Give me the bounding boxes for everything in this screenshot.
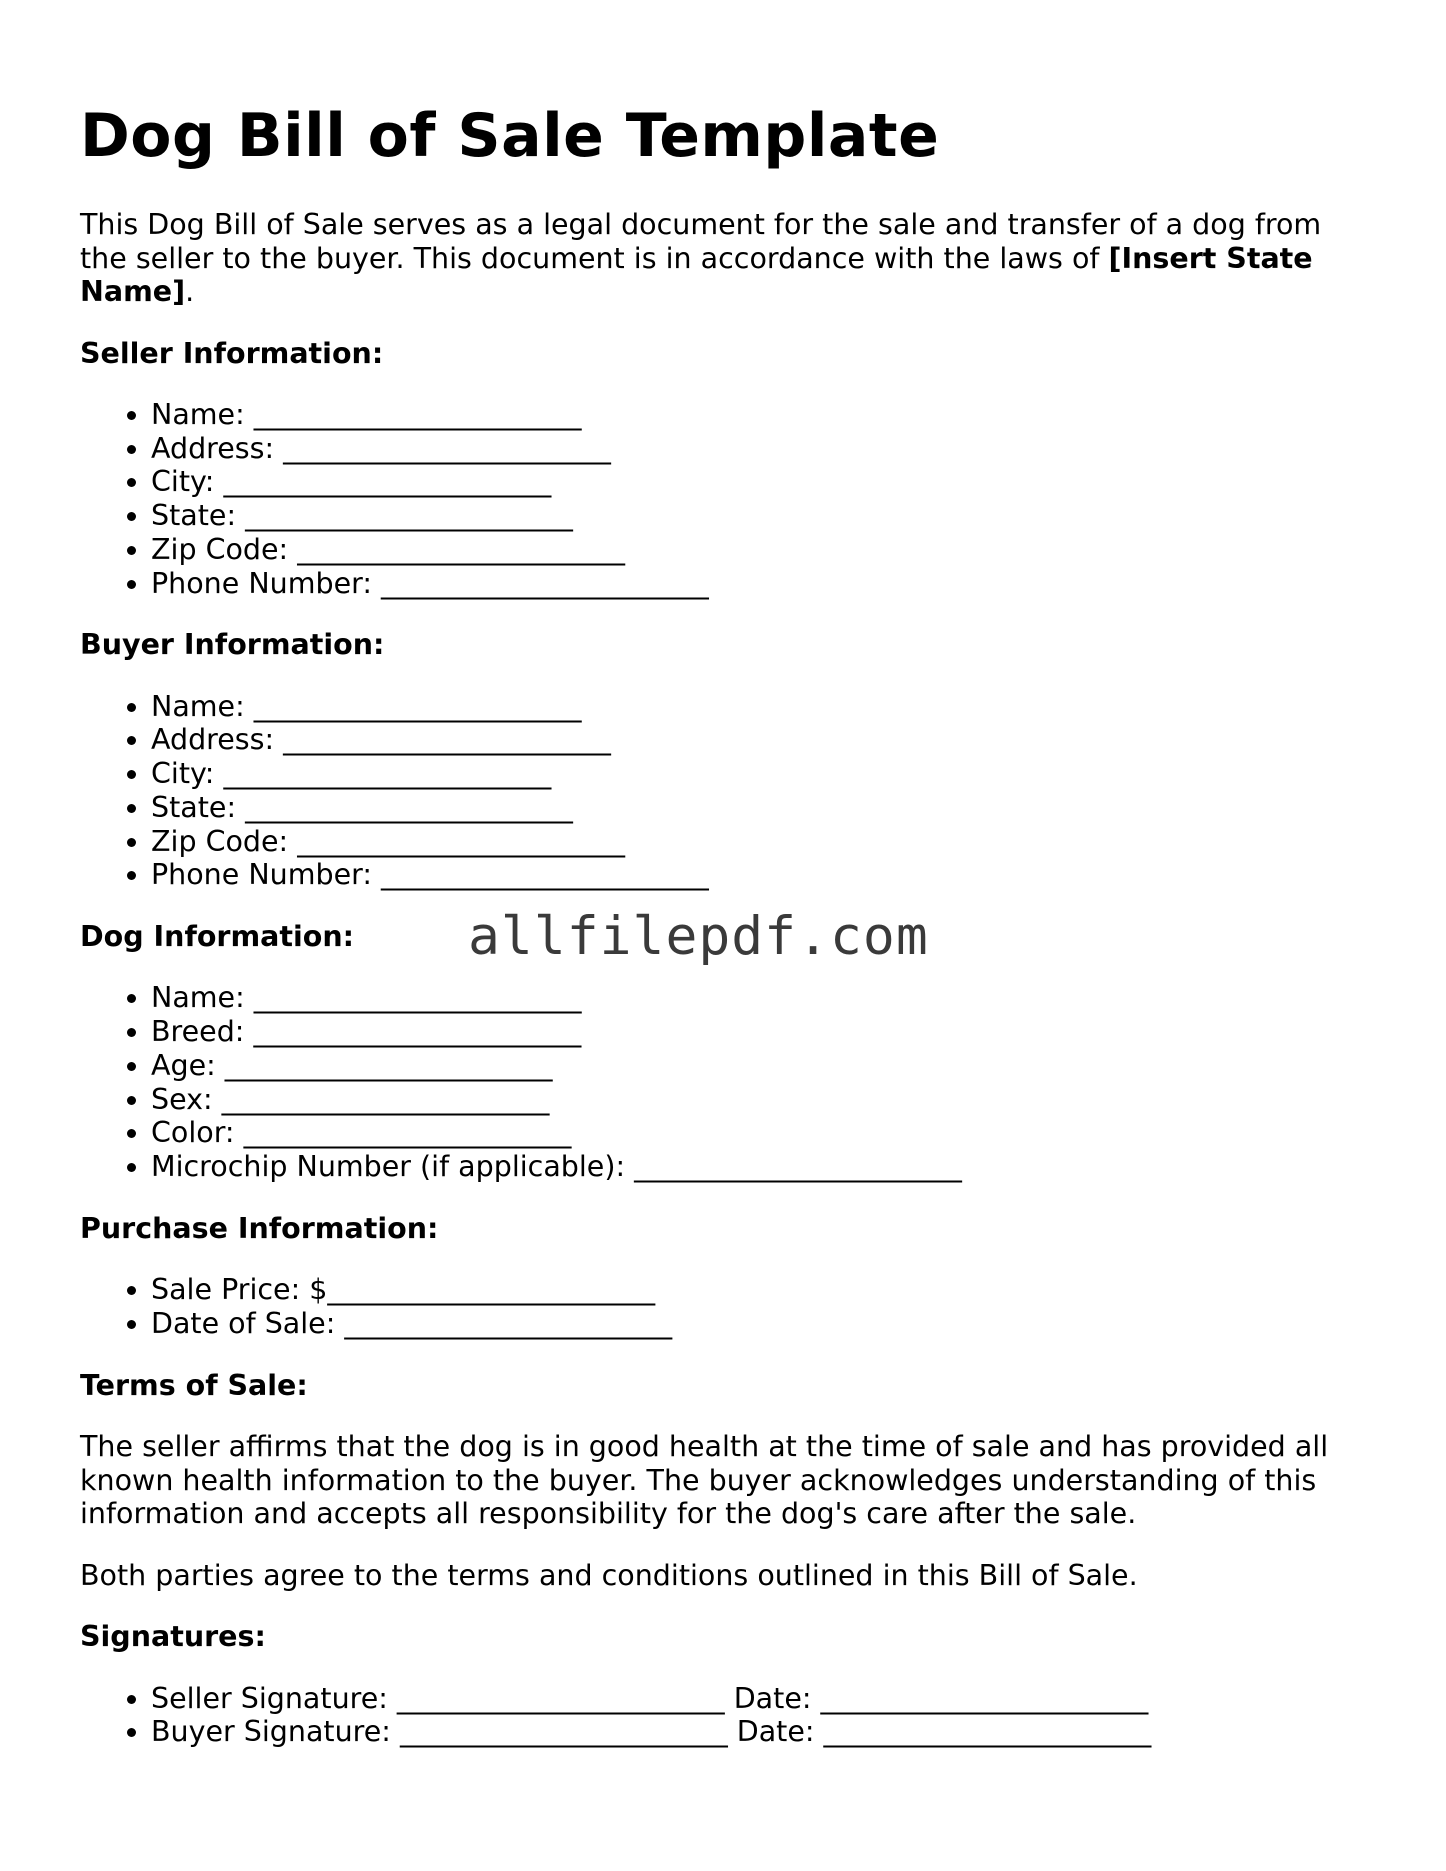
buyer-state-field: • State: _______________________ [151,791,1370,825]
buyer-name-field: • Name: _______________________ [151,690,1370,724]
seller-heading: Seller Information: [80,336,384,370]
buyer-heading: Buyer Information: [80,628,385,662]
dog-heading: Dog Information: [80,919,355,953]
buyer-list [80,690,1370,892]
buyer-signature-line: • Buyer Signature: _______________________ Date: _______________________ [151,1715,1370,1749]
seller-list [80,398,1370,600]
seller-signature-line: • Seller Signature: _______________________ Date: _______________________ [151,1682,1370,1716]
seller-name-field: • Name: _______________________ [151,398,1370,432]
buyer-phone-field: • Phone Number: _______________________ [151,858,1370,892]
dog-age-field: • Age: _______________________ [151,1049,1370,1083]
dog-name-field: • Name: _______________________ [151,981,1370,1015]
watermark: allfilepdf.com [468,906,929,967]
dog-list [80,981,1370,1183]
purchase-heading: Purchase Information: [80,1211,439,1245]
state-placeholder: [Insert State Name] [80,241,1313,308]
seller-city-field: • City: _______________________ [151,465,1370,499]
seller-zip-field: • Zip Code: _______________________ [151,533,1370,567]
intro-paragraph [80,208,1370,309]
terms-heading: Terms of Sale: [80,1368,308,1402]
buyer-city-field: • City: _______________________ [151,757,1370,791]
dog-breed-field: • Breed: _______________________ [151,1015,1370,1049]
dog-color-field: • Color: _______________________ [151,1116,1370,1150]
signatures-heading: Signatures: [80,1620,266,1654]
dog-sex-field: • Sex: _______________________ [151,1083,1370,1117]
dog-microchip-field: • Microchip Number (if applicable): _______________________ [151,1150,1370,1184]
purchase-list [80,1273,1370,1340]
sale-price-field: • Sale Price: $_______________________ [151,1273,1370,1307]
sale-date-field: • Date of Sale: _______________________ [151,1307,1370,1341]
page-title: Dog Bill of Sale Template [80,101,940,171]
seller-phone-field: • Phone Number: _______________________ [151,567,1370,601]
signatures-list [80,1682,1370,1749]
buyer-address-field: • Address: _______________________ [151,723,1370,757]
seller-address-field: • Address: _______________________ [151,432,1370,466]
seller-state-field: • State: _______________________ [151,499,1370,533]
intro-text-end: . [185,275,195,308]
intro-text: This Dog Bill of Sale serves as a legal document for the sale and transfer of a dog from the seller to the buyer. This document is in accordance with the laws of [80,208,1322,275]
buyer-zip-field: • Zip Code: _______________________ [151,825,1370,859]
agreement-paragraph: Both parties agree to the terms and conditions outlined in this Bill of Sale. [80,1558,1138,1592]
terms-paragraph: The seller affirms that the dog is in good health at the time of sale and has provided all known health information to the buyer. The buyer acknowledges understanding of this information and accepts all responsibility for the dog's care after the sale. [80,1430,1329,1531]
